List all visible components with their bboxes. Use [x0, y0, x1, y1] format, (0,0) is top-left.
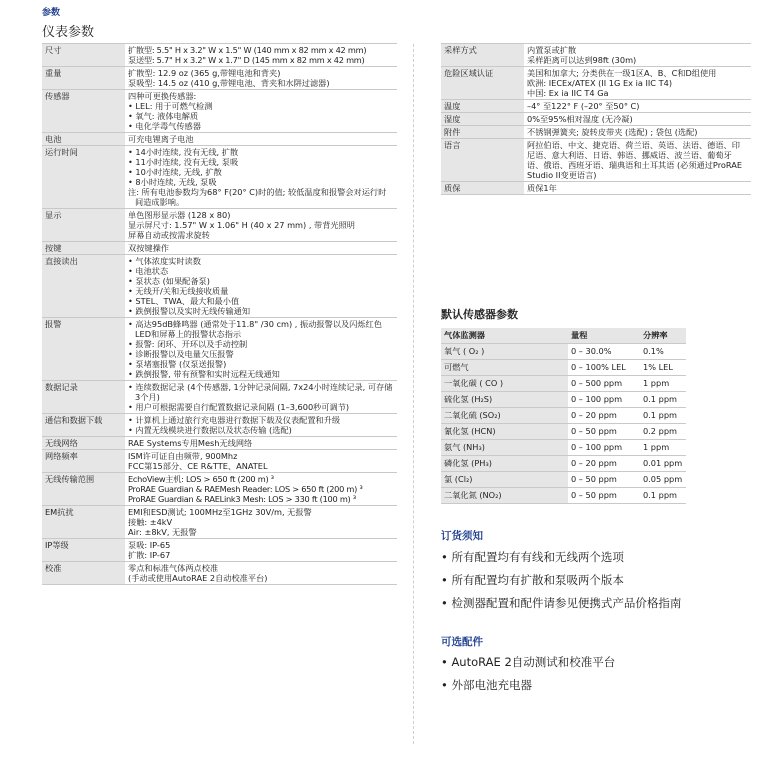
spec-line: 扩散: IP-67	[128, 550, 171, 560]
sensor-range: 0 – 50 ppm	[568, 424, 640, 440]
sensor-row	[441, 456, 686, 472]
right-column	[441, 43, 751, 697]
spec-key: 报警	[42, 318, 125, 381]
section-tag: 参数	[42, 8, 61, 18]
spec-value	[125, 146, 397, 209]
spec-bullet: • 计算机上通过旅行充电器进行数据下载及仪表配置和升级	[128, 415, 341, 425]
spec-value	[125, 506, 397, 539]
ordering-item: • 所有配置均有有线和无线两个选项	[441, 550, 624, 564]
spec-key: EM抗扰	[42, 506, 125, 539]
ordering-list	[441, 546, 751, 615]
sensor-row	[441, 472, 686, 488]
spec-value	[125, 473, 397, 506]
sensor-range: 0 – 50 ppm	[568, 488, 640, 504]
spec-bullet: • 高达95dB蜂鸣器 (通常处于11.8" /30 cm) , 振动报警以及闪烁红色LED和屏幕上的报警状态指示	[128, 319, 382, 339]
sensor-resolution: 0.2 ppm	[640, 424, 686, 440]
sensor-gas: 硫化氢 (H₂S)	[441, 392, 568, 408]
spec-bullet: • 无线开/关和无线接收质量	[128, 286, 229, 296]
spec-row	[42, 209, 397, 242]
ordering-title: 订货须知	[441, 530, 483, 542]
spec-line: 单色图形显示器 (128 x 80)	[128, 210, 231, 220]
spec-table-left-container	[42, 43, 397, 585]
spec-line: 内置泵或扩散	[527, 45, 577, 55]
column-divider	[413, 44, 415, 744]
spec-line: 不锈钢弹簧夹; 旋转皮带夹 (选配) ; 袋包 (选配)	[527, 127, 698, 137]
spec-key: 湿度	[441, 113, 524, 126]
sensor-row	[441, 440, 686, 456]
sensor-row	[441, 392, 686, 408]
spec-key: 质保	[441, 182, 524, 195]
spec-line: ISM许可证自由频带, 900Mhz	[128, 451, 238, 461]
sensor-table	[441, 328, 686, 504]
spec-value	[125, 381, 397, 414]
spec-row	[441, 100, 751, 113]
sensor-gas: 二氧化氮 (NO₂)	[441, 488, 568, 504]
spec-row	[42, 133, 397, 146]
spec-key: 数据记录	[42, 381, 125, 414]
spec-bullet: • 电池状态	[128, 266, 169, 276]
sensor-range: 0 – 20 ppm	[568, 408, 640, 424]
spec-key: 直接读出	[42, 255, 125, 318]
sensor-row	[441, 344, 686, 360]
sensor-resolution: 0.05 ppm	[640, 472, 686, 488]
sensor-resolution: 1 ppm	[640, 376, 686, 392]
spec-value	[125, 450, 397, 473]
spec-value	[524, 113, 751, 126]
ordering-item: • 所有配置均有扩散和泵吸两个版本	[441, 573, 624, 587]
spec-row	[42, 90, 397, 133]
sensor-header-cell: 分辨率	[640, 328, 686, 344]
spec-line: EchoView主机: LOS > 650 ft (200 m) ³	[128, 474, 274, 484]
sensor-resolution: 1% LEL	[640, 360, 686, 376]
spec-value	[125, 255, 397, 318]
sensor-gas: 二氧化硫 (SO₂)	[441, 408, 568, 424]
sensor-resolution: 0.01 ppm	[640, 456, 686, 472]
spec-value	[125, 90, 397, 133]
spec-value	[125, 437, 397, 450]
spec-key: IP等级	[42, 539, 125, 562]
spec-note: 注: 所有电池参数均为68° F(20° C)时的值; 较低温度和报警会对运行时间造成影响。	[128, 187, 387, 207]
spec-value	[125, 44, 397, 67]
spec-line: 四种可更换传感器:	[128, 91, 197, 101]
spec-value	[125, 133, 397, 146]
spec-bullet: • 报警: 闭环、开环以及手动控制	[128, 339, 248, 349]
spec-line: –4° 至122° F (–20° 至50° C)	[527, 101, 640, 111]
spec-key: 显示	[42, 209, 125, 242]
sensor-table-title: 默认传感器参数	[441, 308, 518, 321]
spec-line: 0%至95%相对湿度 (无冷凝)	[527, 114, 633, 124]
spec-value	[524, 139, 751, 182]
spec-key: 网络频率	[42, 450, 125, 473]
spec-row	[42, 437, 397, 450]
sensor-row	[441, 408, 686, 424]
spec-table-right	[441, 43, 751, 195]
spec-line: ProRAE Guardian & RAEMesh Reader: LOS > 650 ft (200 m) ³	[128, 484, 363, 494]
spec-bullet: • 跌倒报警以及实时无线传输通知	[128, 306, 251, 316]
sensor-header-cell: 气体监测器	[441, 328, 568, 344]
spec-bullet: • 泵堵塞报警 (仅泵送报警)	[128, 359, 227, 369]
sensor-gas: 磷化氢 (PH₃)	[441, 456, 568, 472]
spec-key: 无线传输范围	[42, 473, 125, 506]
spec-row	[441, 139, 751, 182]
spec-line: 中国: Ex ia IIC T4 Ga	[527, 88, 609, 98]
spec-row	[42, 67, 397, 90]
spec-value	[125, 539, 397, 562]
spec-line: 泵吸型: 14.5 oz (410 g,带锂电池、背夹和水阱过滤器)	[128, 78, 330, 88]
sensor-range: 0 – 50 ppm	[568, 472, 640, 488]
sensor-gas: 一氧化碳 ( CO )	[441, 376, 568, 392]
spec-line: 欧洲: IECEx/ATEX (II 1G Ex ia IIC T4)	[527, 78, 673, 88]
sensor-gas: 氨气 (NH₃)	[441, 440, 568, 456]
accessory-item: • AutoRAE 2自动测试和校准平台	[441, 655, 616, 669]
spec-value	[125, 318, 397, 381]
ordering-item: • 检测器配置和配件请参见便携式产品价格指南	[441, 596, 682, 610]
spec-bullet: • 8小时连续, 无线, 泵吸	[128, 177, 217, 187]
spec-line: 泵送型: 5.7" H x 3.2" W x 1.7" D (145 mm x 82 mm x 42 mm)	[128, 55, 365, 65]
page-title: 仪表参数	[42, 25, 95, 40]
spec-bullet: • 诊断报警以及电量欠压报警	[128, 349, 234, 359]
spec-bullet: • 跌倒报警, 带有预警和实时远程无线通知	[128, 369, 280, 379]
sensor-resolution: 0.1 ppm	[640, 488, 686, 504]
spec-key: 采样方式	[441, 44, 524, 67]
spec-key: 校准	[42, 562, 125, 585]
spec-value	[524, 44, 751, 67]
spec-line: 扩散型: 12.9 oz (365 g,带锂电池和背夹)	[128, 68, 281, 78]
spec-line: 双按键操作	[128, 243, 169, 253]
spec-bullet: • 用户可根据需要自行配置数据记录间隔 (1–3,600秒可调节)	[128, 402, 350, 412]
sensor-gas: 可燃气	[441, 360, 568, 376]
spec-row	[42, 539, 397, 562]
sensor-range: 0 – 100 ppm	[568, 392, 640, 408]
spec-row	[42, 318, 397, 381]
spec-row	[441, 182, 751, 195]
spec-key: 危险区域认证	[441, 67, 524, 100]
spec-line: 屏幕自动或按需求旋转	[128, 230, 210, 240]
spec-line: RAE Systems专用Mesh无线网络	[128, 438, 253, 448]
sensor-range: 0 – 500 ppm	[568, 376, 640, 392]
spec-bullet: • STEL、TWA、最大和最小值	[128, 296, 240, 306]
spec-bullet: • LEL: 用于可燃气检测	[128, 101, 213, 111]
spec-bullet: • 氧气: 液体电解质	[128, 111, 199, 121]
spec-key: 按键	[42, 242, 125, 255]
spec-row	[441, 44, 751, 67]
spec-value	[125, 562, 397, 585]
spec-line: 扩散型: 5.5" H x 3.2" W x 1.5" W (140 mm x 82 mm x 42 mm)	[128, 45, 367, 55]
spec-key: 无线网络	[42, 437, 125, 450]
spec-bullet: • 气体浓度实时读数	[128, 256, 201, 266]
spec-row	[42, 242, 397, 255]
sensor-gas: 氯 (Cl₂)	[441, 472, 568, 488]
spec-bullet: • 14小时连续, 没有无线, 扩散	[128, 147, 239, 157]
spec-key: 重量	[42, 67, 125, 90]
spec-row	[42, 473, 397, 506]
spec-bullet: • 11小时连续, 没有无线, 泵吸	[128, 157, 239, 167]
spec-line: 阿拉伯语、中文、捷克语、荷兰语、英语、法语、德语、印尼语、意大利语、日语、韩语、挪威语、波兰语、葡萄牙语、俄语、西班牙语、瑞典语和土耳其语 (必须通过ProRAE Studio II变更语言)	[527, 140, 743, 180]
sensor-range: 0 – 30.0%	[568, 344, 640, 360]
spec-value	[125, 242, 397, 255]
sensor-range: 0 – 20 ppm	[568, 456, 640, 472]
spec-key: 电池	[42, 133, 125, 146]
spec-bullet: • 10小时连续, 无线, 扩散	[128, 167, 222, 177]
sensor-gas: 氧气 ( O₂ )	[441, 344, 568, 360]
spec-line: 零点和标准气体两点校准	[128, 563, 219, 573]
spec-row	[441, 113, 751, 126]
sensor-range: 0 – 100% LEL	[568, 360, 640, 376]
spec-row	[42, 381, 397, 414]
spec-bullet: • 内置无线模块进行数据以及状态传输 (选配)	[128, 425, 292, 435]
sensor-row	[441, 488, 686, 504]
spec-key: 传感器	[42, 90, 125, 133]
spec-line: 显示屏尺寸: 1.57" W x 1.06" H (40 x 27 mm) , 带背光照明	[128, 220, 355, 230]
sensor-resolution: 0.1 ppm	[640, 408, 686, 424]
spec-line: 接触: ±4kV	[128, 517, 173, 527]
spec-line: 美国和加拿大; 分类供在一级1区A、B、C和D组使用	[527, 68, 717, 78]
spec-value	[524, 100, 751, 113]
spec-row	[42, 414, 397, 437]
spec-row	[42, 562, 397, 585]
spec-line: 质保1年	[527, 183, 557, 193]
sensor-row	[441, 376, 686, 392]
sensor-row	[441, 360, 686, 376]
accessories-list	[441, 651, 751, 697]
sensor-row	[441, 424, 686, 440]
sensor-header-cell: 量程	[568, 328, 640, 344]
spec-key: 通信和数据下载	[42, 414, 125, 437]
sensor-range: 0 – 100 ppm	[568, 440, 640, 456]
spec-key: 附件	[441, 126, 524, 139]
spec-bullet: • 泵状态 (如果配备泵)	[128, 276, 210, 286]
spec-line: ProRAE Guardian & RAELink3 Mesh: LOS > 330 ft (100 m) ³	[128, 494, 356, 504]
spec-key: 运行时间	[42, 146, 125, 209]
spec-key: 温度	[441, 100, 524, 113]
spec-key: 尺寸	[42, 44, 125, 67]
spec-line: (手动或使用AutoRAE 2自动校准平台)	[128, 573, 268, 583]
spec-row	[42, 146, 397, 209]
sensor-resolution: 1 ppm	[640, 440, 686, 456]
spec-row	[441, 126, 751, 139]
sensor-table-header	[441, 328, 686, 344]
spec-table-left	[42, 43, 397, 585]
spec-key: 语言	[441, 139, 524, 182]
spec-value	[524, 67, 751, 100]
spec-line: 可充电锂离子电池	[128, 134, 194, 144]
spec-line: 泵吸: IP-65	[128, 540, 171, 550]
spec-line: Air: ±8kV, 无报警	[128, 527, 197, 537]
spec-line: 采样距离可以达到98ft (30m)	[527, 55, 637, 65]
spec-row	[42, 450, 397, 473]
spec-value	[125, 414, 397, 437]
spec-row	[42, 506, 397, 539]
sensor-gas: 氰化氢 (HCN)	[441, 424, 568, 440]
accessories-title: 可选配件	[441, 636, 483, 648]
spec-bullet: • 电化学毒气传感器	[128, 121, 201, 131]
spec-row	[42, 255, 397, 318]
spec-line: FCC第15部分、CE R&TTE、ANATEL	[128, 461, 268, 471]
spec-line: EMI和ESD测试; 100MHz至1GHz 30V/m, 无报警	[128, 507, 312, 517]
accessory-item: • 外部电池充电器	[441, 678, 532, 692]
spec-row	[441, 67, 751, 100]
spec-value	[524, 126, 751, 139]
spec-row	[42, 44, 397, 67]
spec-value	[125, 67, 397, 90]
sensor-resolution: 0.1%	[640, 344, 686, 360]
spec-value	[125, 209, 397, 242]
spec-value	[524, 182, 751, 195]
sensor-resolution: 0.1 ppm	[640, 392, 686, 408]
spec-bullet: • 连续数据记录 (4个传感器, 1分钟记录间隔, 7x24小时连续记录, 可存储3个月)	[128, 382, 393, 402]
